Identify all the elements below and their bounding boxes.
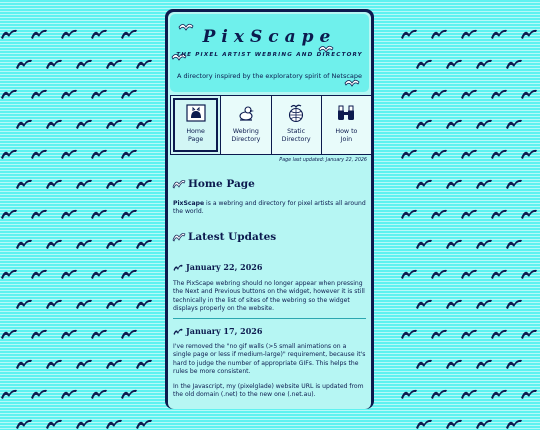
bird-icon [60,28,78,40]
bird-icon [460,208,478,220]
update-date [173,326,262,336]
bird-icon [60,208,78,220]
bird-icon [135,178,153,190]
bird-icon [45,238,63,250]
binoculars-icon [335,102,357,124]
bird-icon [505,178,523,190]
bird-icon [30,148,48,160]
bird-icon [415,418,433,430]
bird-icon [490,208,508,220]
bird-icon [505,358,523,370]
bird-icon [60,148,78,160]
bird-icon [90,268,108,280]
bird-icon [430,268,448,280]
bird-icon [460,388,478,400]
bird-icon [445,418,463,430]
nav-label: Webring Directory [231,128,261,144]
bird-icon [135,118,153,130]
update-date-text: January 22, 2026 [186,262,263,272]
bird-icon [475,238,493,250]
bird-icon [520,208,538,220]
bird-icon [475,298,493,310]
bird-icon [445,238,463,250]
bird-icon [430,388,448,400]
bird-icon [415,58,433,70]
bird-icon [75,118,93,130]
update-paragraph: In the Javascript, my (pixelglade) website URL is updated from the old domain (.net) to the new one (.net.au). [173,383,364,399]
bird-icon [0,28,18,40]
site-panel [168,12,371,409]
bird-icon [415,178,433,190]
bird-icon [105,238,123,250]
home-heading [172,178,255,190]
bird-icon [400,208,418,220]
bird-icon [475,118,493,130]
bird-icon [445,178,463,190]
divider [173,318,366,319]
bird-icon [445,298,463,310]
bird-icon [400,88,418,100]
seagull-icon [235,102,257,124]
cat-in-frame-icon [185,102,207,124]
bird-icon [105,418,123,430]
bird-icon [105,58,123,70]
nav-home-page[interactable] [171,96,220,154]
bird-icon [445,58,463,70]
bird-icon [90,388,108,400]
bird-icon [15,58,33,70]
bird-icon [475,178,493,190]
bird-icon [400,268,418,280]
bird-icon [430,148,448,160]
bird-icon [0,208,18,220]
bird-icon [135,58,153,70]
bird-icon [475,58,493,70]
nav-how-to-join[interactable] [322,96,371,154]
bird-icon [0,388,18,400]
bird-icon [45,358,63,370]
bird-icon [400,148,418,160]
bird-icon [520,268,538,280]
bird-icon [30,388,48,400]
bird-icon [400,388,418,400]
bird-icon [105,298,123,310]
site-tagline: A directory inspired by the exploratory spirit of Netscape [176,72,363,80]
bird-icon [30,268,48,280]
main-nav [170,95,371,155]
globe-bird-icon [285,102,307,124]
bird-icon [460,148,478,160]
bird-icon [415,358,433,370]
bird-icon [90,328,108,340]
site-subtitle: THE PIXEL ARTIST WEBRING AND DIRECTORY [176,52,363,58]
update-date-text: January 17, 2026 [186,326,263,336]
bird-icon [400,28,418,40]
bird-icon [45,418,63,430]
bird-icon [90,148,108,160]
seagull-icon [173,327,183,336]
bird-icon [45,298,63,310]
bird-icon [0,148,18,160]
bird-icon [30,28,48,40]
bird-icon [520,28,538,40]
bird-icon [430,328,448,340]
intro-text: is a webring and directory for pixel artists all around the world. [173,200,366,216]
bird-icon [135,358,153,370]
bird-icon [490,28,508,40]
bird-icon [75,58,93,70]
bird-icon [15,118,33,130]
bird-icon [505,298,523,310]
nav-webring-directory[interactable] [221,96,270,154]
bird-icon [135,298,153,310]
bird-icon [105,178,123,190]
bird-icon [15,298,33,310]
bird-icon [15,358,33,370]
bird-icon [0,88,18,100]
intro-site-name: PixScape [173,200,205,207]
bird-icon [15,238,33,250]
bird-icon [30,88,48,100]
bird-icon [90,208,108,220]
bird-icon [415,238,433,250]
bird-icon [105,358,123,370]
bird-icon [505,238,523,250]
bird-icon [0,268,18,280]
bird-icon [105,118,123,130]
nav-label: Home Page [186,128,205,144]
bird-icon [120,208,138,220]
bird-icon [415,118,433,130]
bird-icon [60,388,78,400]
bird-icon [415,298,433,310]
seagull-icon [172,178,186,190]
last-updated: Page last updated: January 22, 2026 [279,158,367,163]
nav-static-directory[interactable] [272,96,321,154]
update-date [173,262,262,272]
bird-icon [135,238,153,250]
bird-icon [505,118,523,130]
site-frame [165,9,374,409]
bird-icon [0,328,18,340]
bird-icon [490,268,508,280]
home-heading-text: Home Page [188,178,255,190]
bird-icon [505,58,523,70]
bird-icon [520,328,538,340]
bird-icon [460,328,478,340]
bird-icon [430,208,448,220]
bird-icon [430,28,448,40]
bird-icon [520,88,538,100]
site-header [170,14,369,92]
bird-icon [520,388,538,400]
home-intro [173,200,366,217]
nav-label: How to Join [335,128,358,144]
bird-icon [75,418,93,430]
bird-icon [490,388,508,400]
bird-icon [15,418,33,430]
bird-icon [30,208,48,220]
bird-icon [445,358,463,370]
bird-icon [120,388,138,400]
bird-icon [90,28,108,40]
bird-icon [120,88,138,100]
seagull-icon [172,231,186,243]
bird-icon [475,358,493,370]
bird-icon [520,148,538,160]
bird-icon [135,418,153,430]
seagull-icon [173,263,183,272]
bird-icon [460,268,478,280]
bird-icon [60,88,78,100]
bird-icon [460,28,478,40]
bird-icon [120,148,138,160]
bird-icon [75,298,93,310]
bird-icon [430,88,448,100]
bird-icon [460,88,478,100]
updates-heading-text: Latest Updates [188,231,277,243]
bird-icon [45,58,63,70]
site-title: PixScape [202,27,337,47]
updates-heading [172,231,276,243]
bird-icon [75,178,93,190]
bird-icon [475,418,493,430]
bird-icon [490,328,508,340]
bird-icon [60,328,78,340]
bird-icon [490,88,508,100]
bird-icon [505,418,523,430]
bird-icon [15,178,33,190]
bird-icon [45,178,63,190]
update-paragraph: I've removed the "no gif walls (>5 small animations on a single page or less if medium-large)" requirement, because it's hard to judge the number of appropriate GIFs. This helps the rules be more consistent. [173,343,366,376]
bird-icon [400,328,418,340]
bird-icon [30,328,48,340]
bird-icon [445,118,463,130]
bird-icon [90,88,108,100]
bird-icon [120,268,138,280]
bird-icon [120,28,138,40]
bird-icon [75,238,93,250]
bird-icon [490,148,508,160]
bird-icon [75,358,93,370]
update-paragraph: The PixScape webring should no longer appear when pressing the Next and Previous buttons on the widget, however it is still technically in the list of sites of the webring so the widget displays properly on the website. [173,280,365,313]
nav-label: Static Directory [281,128,311,144]
bird-icon [45,118,63,130]
bird-icon [60,268,78,280]
bird-icon [120,328,138,340]
